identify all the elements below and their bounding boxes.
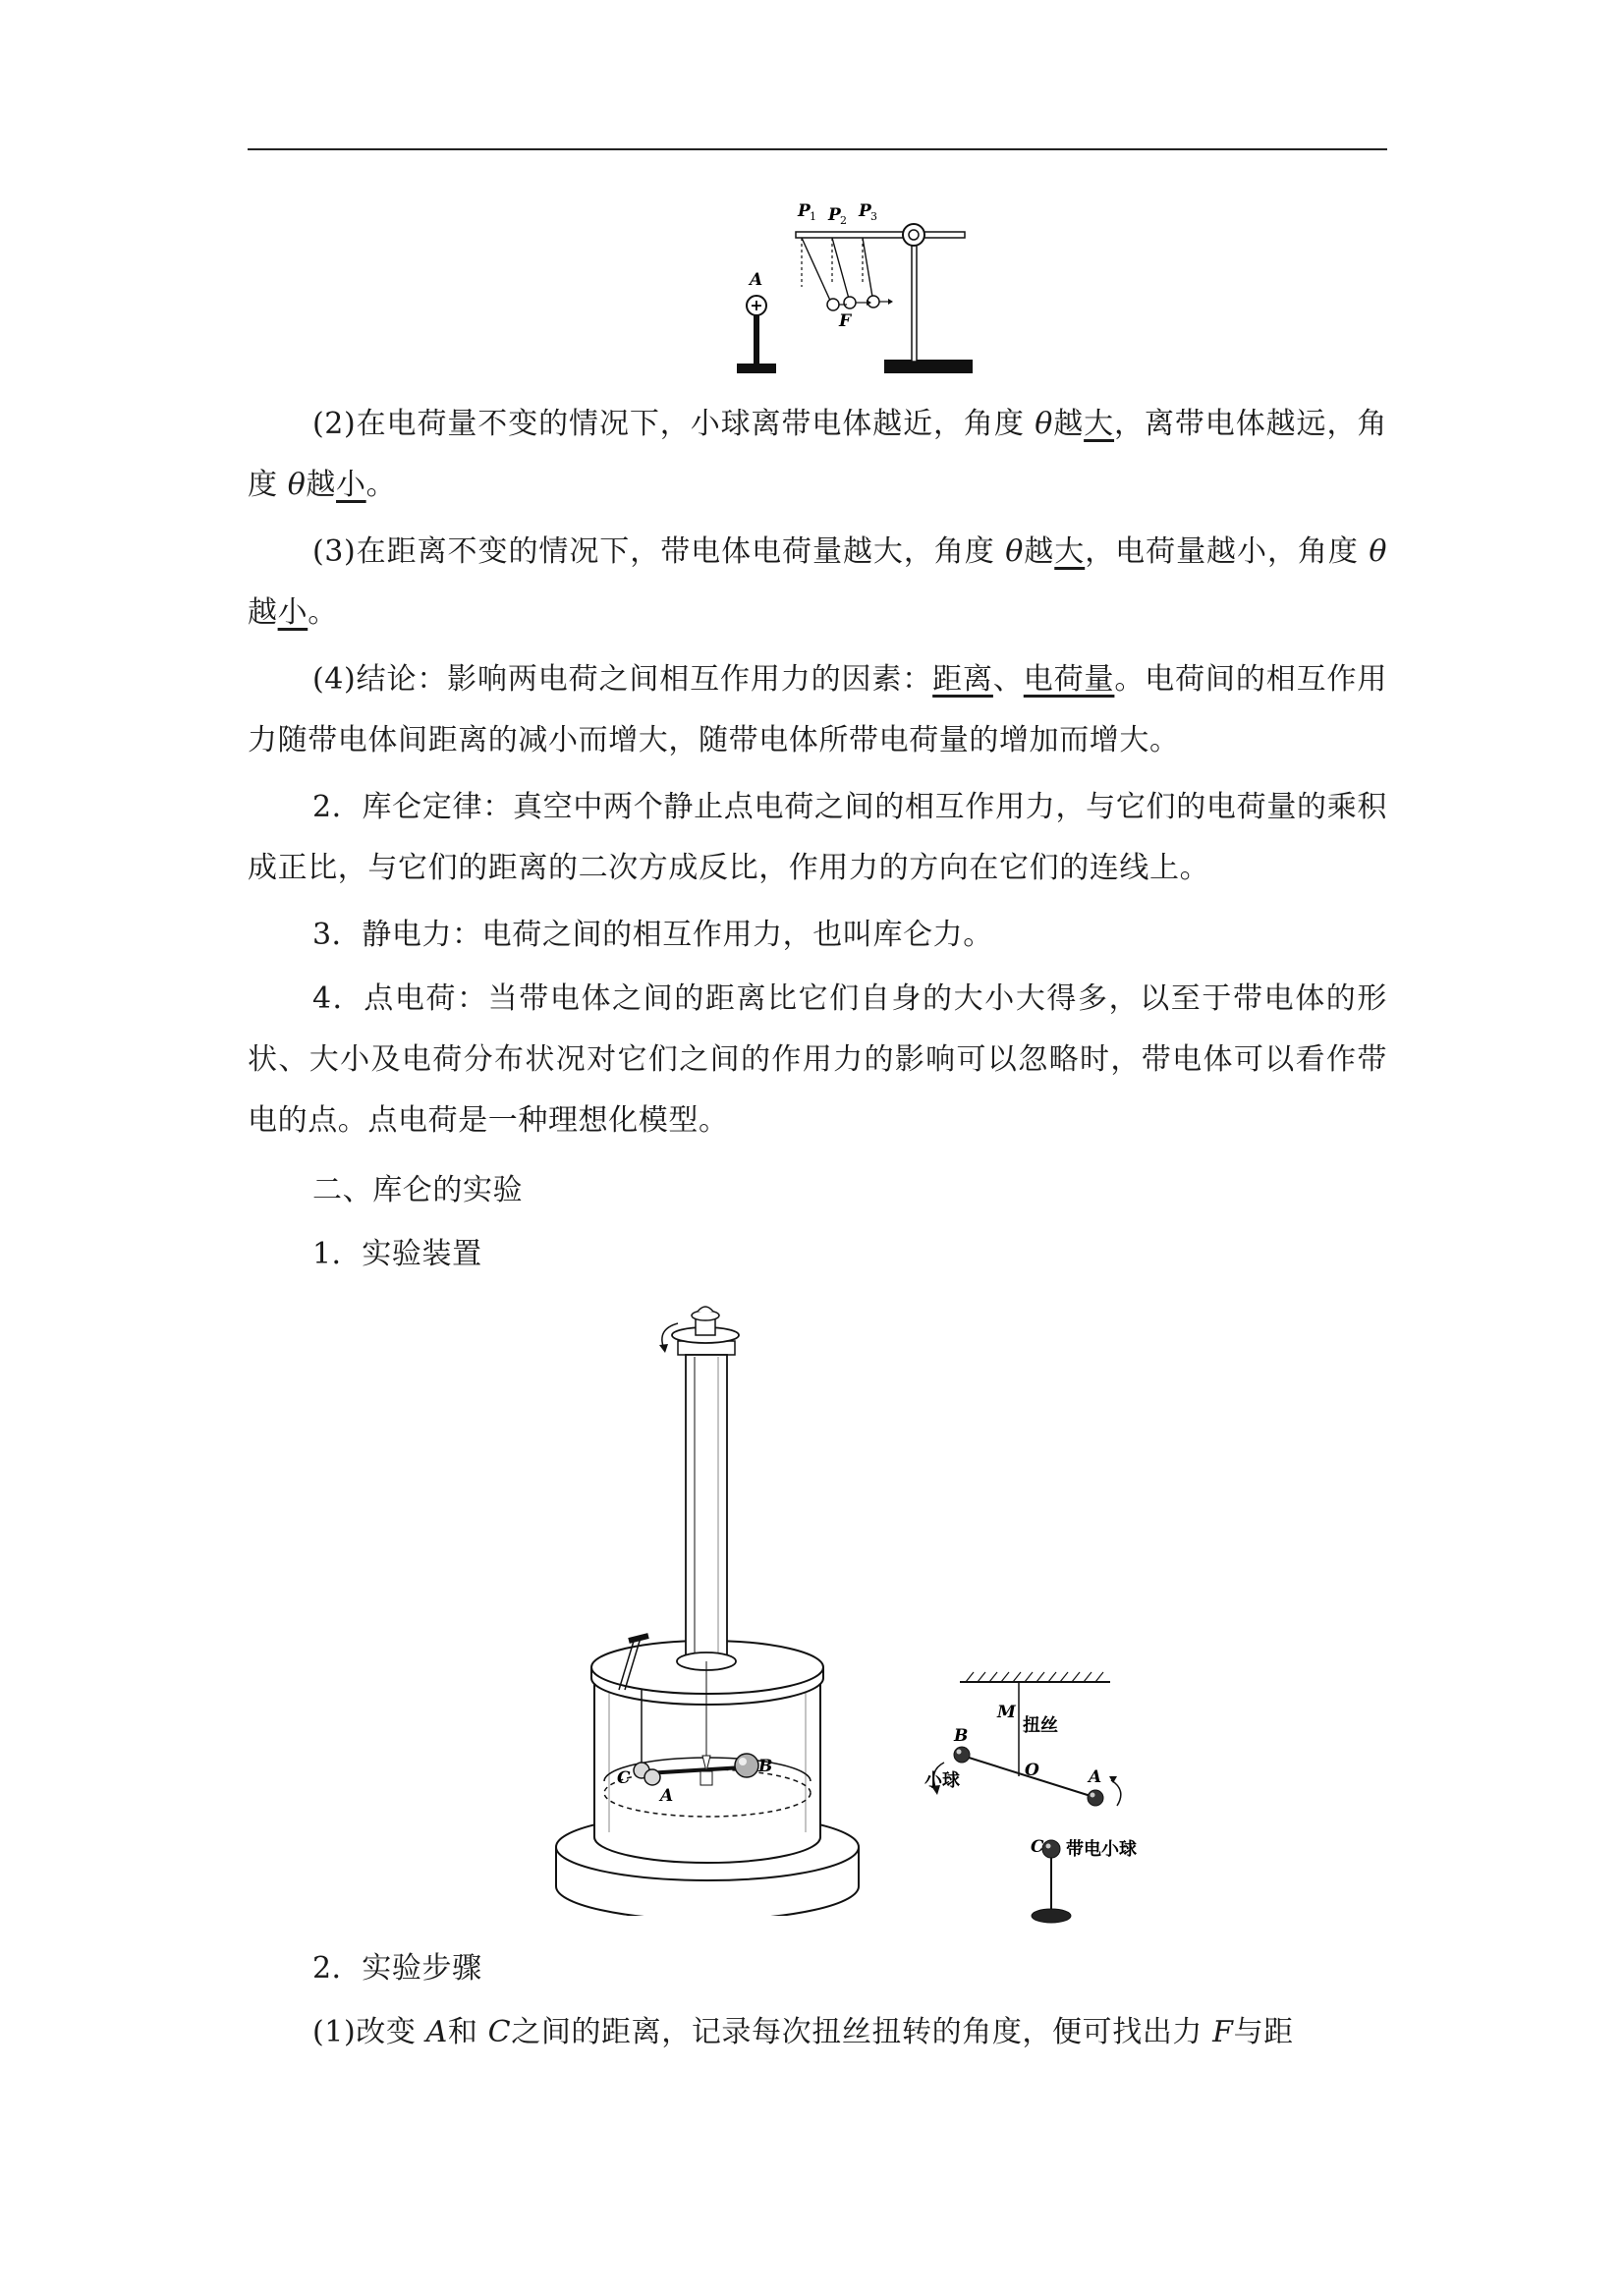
step-1: (1)改变 A和 C之间的距离，记录每次扭丝扭转的角度，便可找出力 F与距	[312, 2015, 1294, 2049]
electrostatic-force-item: 3．静电力：电荷之间的相互作用力，也叫库仑力。	[312, 918, 993, 952]
ball-c	[1042, 1840, 1060, 1858]
answer-da: 大	[1084, 407, 1115, 441]
label-a: A	[1089, 1767, 1102, 1787]
label-c: C	[617, 1768, 631, 1788]
torsion-schematic-figure	[889, 1670, 1164, 1935]
label-torsion-wire: 扭丝	[1023, 1715, 1058, 1736]
label-o: O	[1025, 1761, 1039, 1780]
answer-xiao: 小	[336, 468, 366, 502]
label-p3: P	[859, 201, 871, 221]
ball-b	[954, 1747, 970, 1763]
paragraph-3: (3)在距离不变的情况下，带电体电荷量越大，角度 θ越大，电荷量越小，角度 θ越小。	[248, 534, 1387, 630]
ball-b	[735, 1754, 758, 1777]
label-b: B	[758, 1757, 773, 1776]
header-rule	[248, 148, 1387, 150]
paragraph-4: (4)结论：影响两电荷之间相互作用力的因素：距离、电荷量。电荷间的相互作用力随带电体间距离的减小而增大，随带电体所带电荷量的增加而增大。	[248, 662, 1387, 757]
label-charged-ball: 带电小球	[1066, 1839, 1137, 1860]
answer-charge: 电荷量	[1023, 662, 1115, 697]
torsion-balance-figure	[550, 1302, 865, 1916]
ball-a	[644, 1769, 660, 1785]
label-b: B	[954, 1726, 969, 1746]
label-a: A	[660, 1786, 674, 1806]
plus-sign: +	[750, 296, 763, 314]
tube	[686, 1355, 727, 1657]
label-p1: P	[798, 201, 811, 221]
pendulum-figure	[717, 196, 973, 383]
charged-body-base	[737, 364, 776, 373]
pendulum-p2	[832, 238, 849, 299]
label-a: A	[750, 270, 763, 290]
paragraph-2: (2)在电荷量不变的情况下，小球离带电体越近，角度 θ越大，离带电体越远，角度 θ越小。	[248, 407, 1387, 502]
label-small-ball: 小球	[924, 1770, 960, 1791]
point-charge-item: 4．点电荷：当带电体之间的距离比它们自身的大小大得多，以至于带电体的形状、大小及电荷分布状况对它们之间的作用力的影响可以忽略时，带电体可以看作带电的点。点电荷是一种理想化模型。	[248, 981, 1387, 1138]
pendulum-p3	[863, 238, 872, 297]
horizontal-bar	[796, 232, 965, 238]
pendulum-p1	[802, 238, 831, 303]
answer-da: 大	[1054, 534, 1086, 569]
svg-text:1: 1	[810, 210, 816, 223]
stand-rod	[912, 236, 917, 362]
charged-body-stand	[754, 312, 759, 364]
label-c: C	[1031, 1837, 1044, 1857]
subsection-heading-apparatus: 1．实验装置	[312, 1237, 482, 1271]
stand-base	[884, 360, 973, 373]
section-heading: 二、库仑的实验	[312, 1173, 524, 1207]
label-m: M	[997, 1703, 1016, 1722]
svg-text:2: 2	[840, 214, 847, 227]
answer-distance: 距离	[932, 662, 993, 697]
label-p2: P	[828, 205, 841, 225]
label-f: F	[839, 311, 852, 331]
answer-xiao: 小	[277, 595, 308, 630]
svg-text:3: 3	[870, 210, 877, 223]
coulomb-law-item: 2．库仑定律：真空中两个静止点电荷之间的相互作用力，与它们的电荷量的乘积成正比，与它们的距离的二次方成反比，作用力的方向在它们的连线上。	[248, 790, 1387, 885]
subsection-heading-steps: 2．实验步骤	[312, 1951, 482, 1986]
stand-base-c	[1032, 1909, 1071, 1923]
ball-a	[1088, 1790, 1103, 1806]
